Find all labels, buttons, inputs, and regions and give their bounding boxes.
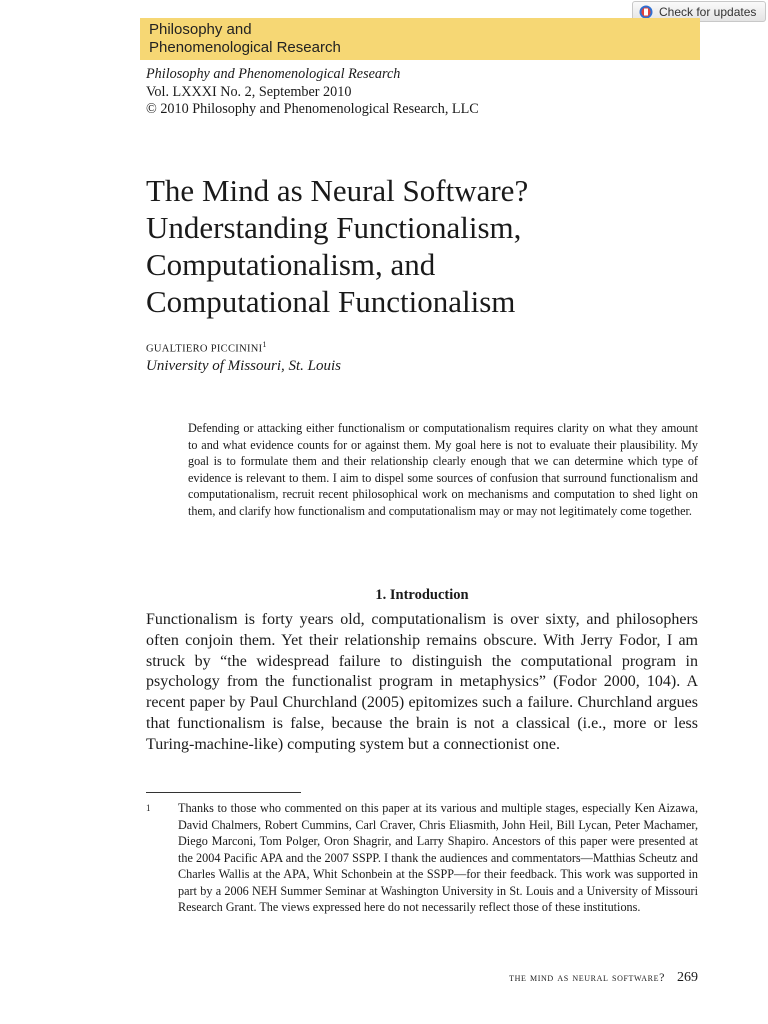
title-line: Understanding Functionalism, xyxy=(146,210,522,245)
journal-name: Philosophy and Phenomenological Research xyxy=(146,66,401,82)
footnote xyxy=(146,800,698,916)
journal-copyright: © 2010 Philosophy and Phenomenological Research, LLC xyxy=(146,101,479,117)
journal-meta xyxy=(146,66,479,119)
body-paragraph: Functionalism is forty years old, computationalism is over sixty, and philosophers often conjoin them. Yet their relationship remains obscure. With Jerry Fodor, I am struck by “the widespread failure to distinguish the computational program in psychology from the functionalist program in metaphysics” (Fodor 2000, 104). A recent paper by Paul Churchland (2005) epitomizes such a failure. Churchland argues that functionalism is false, because the brain is not a classical (i.e., more or less Turing-machine-like) computing system but a connectionist one. xyxy=(146,611,698,753)
check-updates-icon xyxy=(639,5,653,19)
article-title xyxy=(146,172,746,320)
author-footnote-ref[interactable]: 1 xyxy=(262,340,267,349)
author xyxy=(146,340,267,355)
page-number: 269 xyxy=(677,970,698,985)
title-line: Computationalism, and xyxy=(146,247,436,282)
running-head-title: the mind as neural software? xyxy=(509,970,665,984)
section-heading: 1. Introduction xyxy=(375,587,469,603)
author-affiliation: University of Missouri, St. Louis xyxy=(146,358,342,374)
footnote-divider xyxy=(146,792,301,793)
abstract: Defending or attacking either functionalism or computationalism requires clarity on what they amount to and what evidence counts for or against them. My goal here is not to evaluate their plausibility. My goal is to formulate them and their relationship clearly enough that we can determine which type of evidence is relevant to them. I aim to dispel some sources of confusion that surround functionalism and computationalism, recruit recent philosophical work on mechanisms and computation to shed light on them, and clarify how functionalism and computationalism may or may not legitimately come together. xyxy=(188,421,698,518)
check-updates-label: Check for updates xyxy=(659,4,757,19)
running-head xyxy=(509,970,698,986)
journal-banner-line2: Phenomenological Research xyxy=(149,39,341,56)
footnote-mark: 1 xyxy=(146,803,151,813)
title-line: Computational Functionalism xyxy=(146,284,516,319)
journal-banner xyxy=(140,18,700,60)
author-name: GUALTIERO PICCININI xyxy=(146,343,263,355)
footnote-text: Thanks to those who commented on this paper at its various and multiple stages, especially Ken Aizawa, David Chalmers, Robert Cummins, Carl Craver, Chris Eliasmith, John Heil, Bill Lycan, Peter Machamer, Diego Marconi, Tom Polger, Oron Shagrir, and Larry Shapiro. Ancestors of this paper were presented at the 2004 Pacific APA and the 2007 SSPP. I thank the audiences and commentators—Matthias Scheutz and Charles Wallis at the APA, Whit Schonbein at the SSPP—for their feedback. This work was supported in part by a 2006 NEH Summer Seminar at Washington University in St. Louis and a University of Missouri Research Grant. The views expressed here do not necessarily reflect those of these institutions. xyxy=(178,801,698,914)
journal-banner-line1: Philosophy and xyxy=(149,21,252,38)
journal-issue: Vol. LXXXI No. 2, September 2010 xyxy=(146,83,352,100)
title-line: The Mind as Neural Software? xyxy=(146,173,529,208)
